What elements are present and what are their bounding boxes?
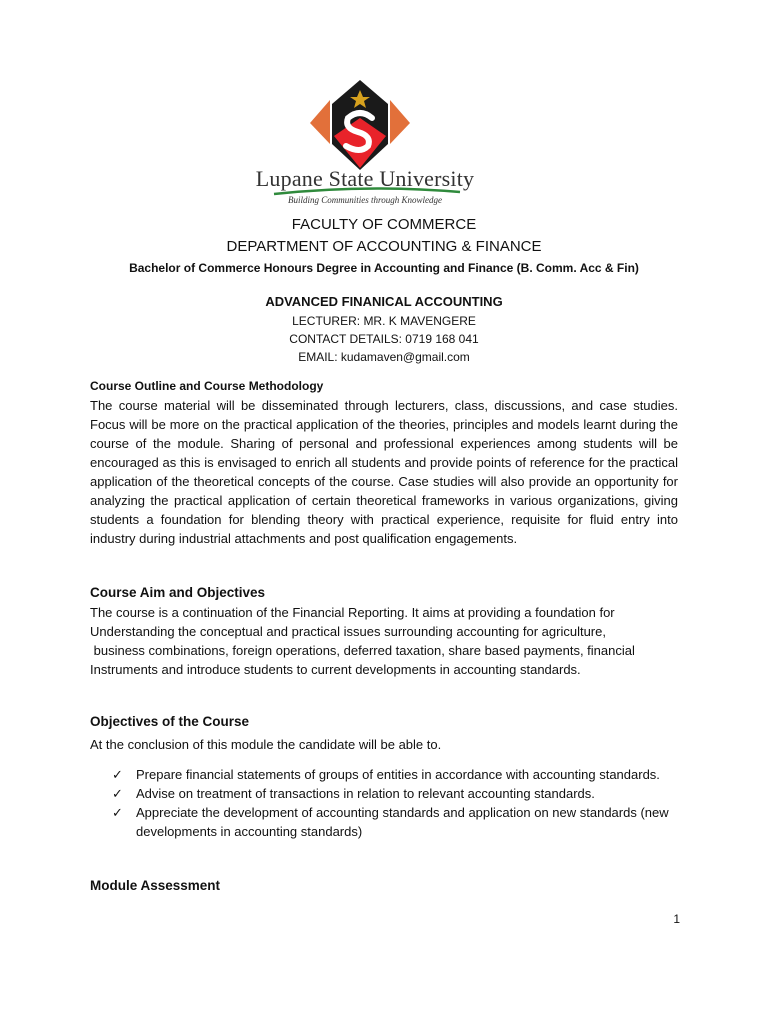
aim-line: Understanding the conceptual and practical issues surrounding accounting for agriculture, bbox=[90, 624, 606, 639]
degree-heading: Bachelor of Commerce Honours Degree in Accounting and Finance (B. Comm. Acc & Fin) bbox=[129, 261, 639, 275]
objective-text: Advise on treatment of transactions in relation to relevant accounting standards. bbox=[136, 786, 595, 801]
objectives-list bbox=[112, 765, 682, 841]
university-logo bbox=[300, 78, 420, 172]
checkmark-icon: ✓ bbox=[112, 786, 123, 801]
checkmark-icon: ✓ bbox=[112, 767, 123, 782]
aim-line: Instruments and introduce students to current developments in accounting standards. bbox=[90, 662, 581, 677]
objectives-intro: At the conclusion of this module the candidate will be able to. bbox=[90, 737, 442, 752]
objective-text: Prepare financial statements of groups of entities in accordance with accounting standards. bbox=[136, 767, 660, 782]
aim-heading: Course Aim and Objectives bbox=[90, 585, 266, 600]
university-name: Lupane State University bbox=[255, 166, 475, 191]
logo-right-arrow bbox=[390, 100, 410, 144]
faculty-heading: FACULTY OF COMMERCE bbox=[291, 216, 477, 233]
outline-paragraph: The course material will be disseminated through lecturers, class, discussions, and case studies. Focus will be more on the practical application of the theories, principles and models learnt during the course of the module. Sharing of personal and professional experiences among students will be encouraged as this is envisaged to enrich all students and provide points of reference for the practical application of the theoretical concepts of the course. Case studies will also provide an opportunity for analyzing the practical application of certain theoretical frameworks in various organizations, giving students a foundation for blending theory with practical experience, requisite for fluid entry into industry during industrial attachments and post qualification engagements. bbox=[90, 398, 678, 546]
contact-line: CONTACT DETAILS: 0719 168 041 bbox=[289, 332, 479, 346]
objectives-heading: Objectives of the Course bbox=[90, 714, 250, 729]
list-item bbox=[112, 784, 682, 803]
checkmark-icon: ✓ bbox=[112, 805, 123, 820]
list-item bbox=[112, 803, 682, 841]
list-item bbox=[112, 765, 682, 784]
assessment-heading: Module Assessment bbox=[90, 878, 221, 893]
lecturer-line: LECTURER: MR. K MAVENGERE bbox=[292, 314, 476, 328]
university-motto: Building Communities through Knowledge bbox=[288, 195, 442, 205]
course-title: ADVANCED FINANICAL ACCOUNTING bbox=[265, 294, 503, 309]
outline-heading: Course Outline and Course Methodology bbox=[90, 379, 324, 393]
objective-text: Appreciate the development of accounting standards and application on new standards (new developments in accounting standards) bbox=[136, 805, 669, 839]
email-line: EMAIL: kudamaven@gmail.com bbox=[298, 350, 470, 364]
page-number: 1 bbox=[673, 912, 680, 926]
aim-paragraph bbox=[90, 603, 678, 679]
aim-line: The course is a continuation of the Financial Reporting. It aims at providing a foundation for bbox=[90, 605, 615, 620]
department-heading: DEPARTMENT OF ACCOUNTING & FINANCE bbox=[226, 238, 542, 255]
logo-left-arrow bbox=[310, 100, 330, 144]
aim-line: business combinations, foreign operations, deferred taxation, share based payments, financial bbox=[90, 643, 635, 658]
